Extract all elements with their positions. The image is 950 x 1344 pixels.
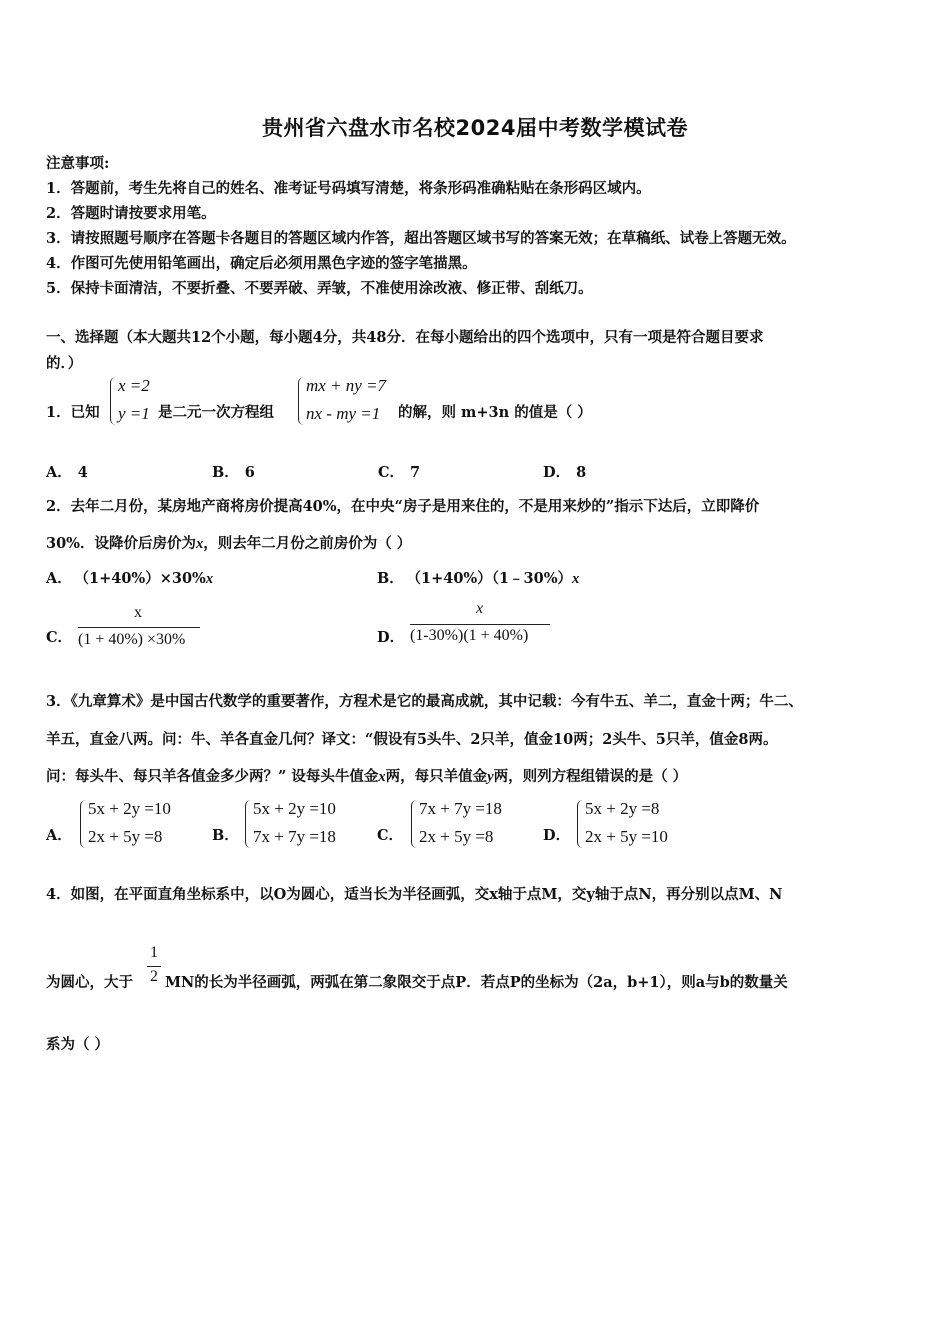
q2-option-a: A． （1+40%）×30%x <box>46 570 214 587</box>
q1-option-a: A． 4 <box>46 464 88 481</box>
q3-stem-cont: 问：每头牛、每只羊各值金多少两？” 设每头牛值金x两，每只羊值金y两，则列方程组错误的是（ ） <box>46 768 688 785</box>
q4-stem-c: 系为（ ） <box>46 1036 110 1053</box>
fraction-bar <box>410 624 550 625</box>
equation: 2x + 5y =8 <box>419 827 494 846</box>
fraction-numerator: 1 <box>150 944 158 961</box>
brace <box>80 800 87 848</box>
equation: 5x + 2y =10 <box>253 799 336 818</box>
q1-middle: 是二元一次方程组 <box>158 404 274 421</box>
brace <box>245 800 252 848</box>
q2-option-c-label: C． <box>46 629 73 646</box>
equation: 5x + 2y =10 <box>88 799 171 818</box>
fraction-denominator: (1 + 40%) ×30% <box>78 631 186 648</box>
note-item: 5．保持卡面清洁，不要折叠、不要弄破、弄皱，不准使用涂改液、修正带、刮纸刀。 <box>46 280 593 297</box>
q1-option-d: D． 8 <box>543 464 587 481</box>
fraction-numerator: x <box>134 604 142 621</box>
equation: x =2 <box>118 376 150 395</box>
q1-option-b: B． 6 <box>212 464 255 481</box>
q1-option-c: C． 7 <box>378 464 421 481</box>
page-title: 贵州省六盘水市名校2024届中考数学模试卷 <box>262 116 688 140</box>
q4-stem-b: MN的长为半径画弧，两弧在第二象限交于点P．若点P的坐标为（2a，b+1），则a与b的数量关 <box>165 974 788 991</box>
equation: y =1 <box>118 404 150 423</box>
q2-option-b: B． （1+40%）（1﹣30%）x <box>377 570 580 587</box>
notes-heading: 注意事项: <box>46 155 110 172</box>
q3-option-b-label: B． <box>212 827 239 844</box>
section-heading-cont: 的．） <box>46 355 83 372</box>
fraction-bar <box>78 627 200 628</box>
equation: 2x + 5y =8 <box>88 827 163 846</box>
note-item: 3．请按照题号顺序在答题卡各题目的答题区域内作答，超出答题区域书写的答案无效；在草稿纸、试卷上答题无效。 <box>46 230 796 247</box>
q3-option-c-label: C． <box>377 827 404 844</box>
q1-suffix: 的解，则 m+3n 的值是（ ） <box>398 404 592 421</box>
fraction-denominator: (1-30%)(1 + 40%) <box>410 627 529 644</box>
q1-prefix: 1．已知 <box>46 404 100 421</box>
fraction-numerator: x <box>476 600 484 617</box>
brace <box>110 377 117 425</box>
q3-stem-cont: 羊五，直金八两。问：牛、羊各直金几何？译文：“假设有5头牛、2只羊，值金10两；2头牛、5只羊，值金8两。 <box>46 731 778 748</box>
q3-option-d-label: D． <box>543 827 571 844</box>
q4-stem: 4．如图，在平面直角坐标系中，以O为圆心，适当长为半径画弧，交x轴于点M，交y轴于点N，再分别以点M、N <box>46 886 783 903</box>
equation: 5x + 2y =8 <box>585 799 660 818</box>
q3-stem: 3．《九章算术》是中国古代数学的重要著作，方程术是它的最高成就，其中记载：今有牛五、羊二，直金十两；牛二、 <box>46 693 803 710</box>
q4-stem-a: 为圆心，大于 <box>46 974 133 991</box>
fraction-bar <box>147 966 161 967</box>
equation: 7x + 7y =18 <box>419 799 502 818</box>
note-item: 1．答题前，考生先将自己的姓名、准考证号码填写清楚，将条形码准确粘贴在条形码区域内。 <box>46 180 651 197</box>
equation: 2x + 5y =10 <box>585 827 668 846</box>
section-heading: 一、选择题（本大题共12个小题，每小题4分，共48分．在每小题给出的四个选项中，只有一项是符合题目要求 <box>46 329 764 346</box>
brace <box>577 800 584 848</box>
brace <box>298 377 305 425</box>
brace <box>411 800 418 848</box>
q3-option-a-label: A． <box>46 827 72 844</box>
q2-option-d-label: D． <box>377 629 405 646</box>
note-item: 2．答题时请按要求用笔。 <box>46 205 216 222</box>
note-item: 4．作图可先使用铅笔画出，确定后必须用黑色字迹的签字笔描黑。 <box>46 255 477 272</box>
equation: nx - my =1 <box>306 404 381 423</box>
fraction-denominator: 2 <box>150 968 158 985</box>
q2-stem-cont: 30%．设降价后房价为x，则去年二月份之前房价为（ ） <box>46 535 412 552</box>
equation: 7x + 7y =18 <box>253 827 336 846</box>
equation: mx + ny =7 <box>306 376 387 395</box>
q2-stem: 2．去年二月份，某房地产商将房价提高40%，在中央“房子是用来住的，不是用来炒的”指示下达后，立即降价 <box>46 498 760 515</box>
